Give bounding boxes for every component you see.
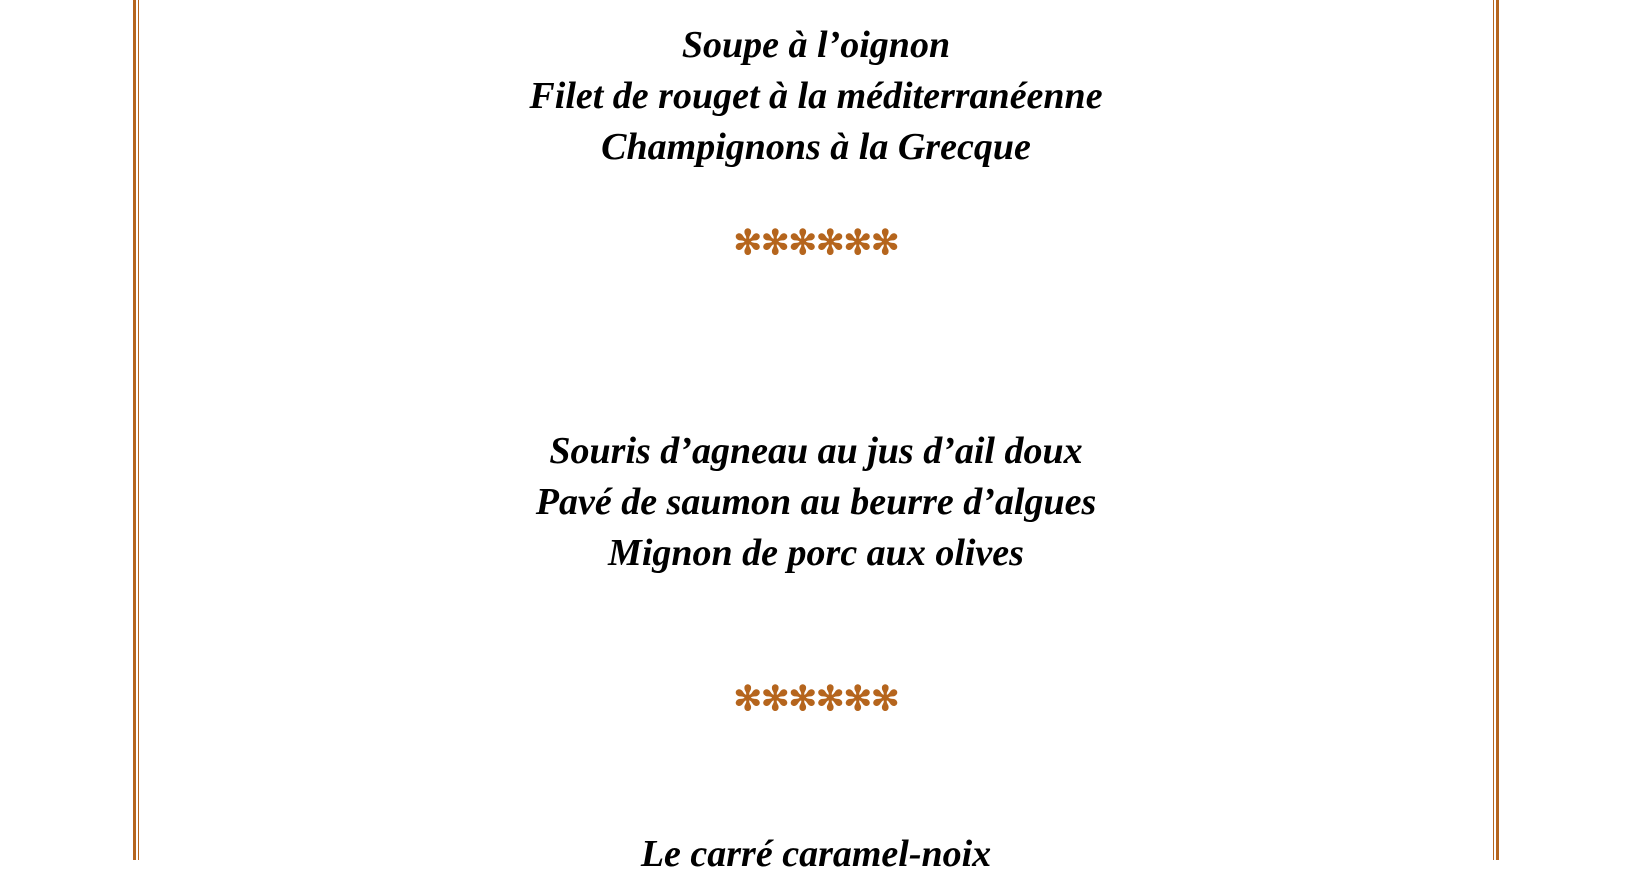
starter-item: Champignons à la Grecque [601, 126, 1031, 168]
starter-item: Filet de rouget à la méditerranéenne [529, 75, 1103, 117]
desserts-section [140, 829, 1492, 880]
mains-section [140, 426, 1492, 579]
border-left-outer [133, 0, 136, 860]
section-separator: ✻✻✻✻✻✻ [733, 225, 899, 262]
border-right-inner [1493, 0, 1494, 860]
main-item: Mignon de porc aux olives [608, 532, 1024, 574]
starters-section [140, 20, 1492, 173]
border-left-inner [138, 0, 139, 860]
main-item: Pavé de saumon au beurre d’algues [535, 481, 1097, 523]
dessert-item: Le carré caramel-noix [640, 833, 992, 875]
main-item: Souris d’agneau au jus d’ail doux [549, 430, 1083, 472]
border-right-outer [1496, 0, 1499, 860]
starter-item: Soupe à l’oignon [681, 24, 951, 66]
section-separator: ✻✻✻✻✻✻ [733, 681, 899, 718]
